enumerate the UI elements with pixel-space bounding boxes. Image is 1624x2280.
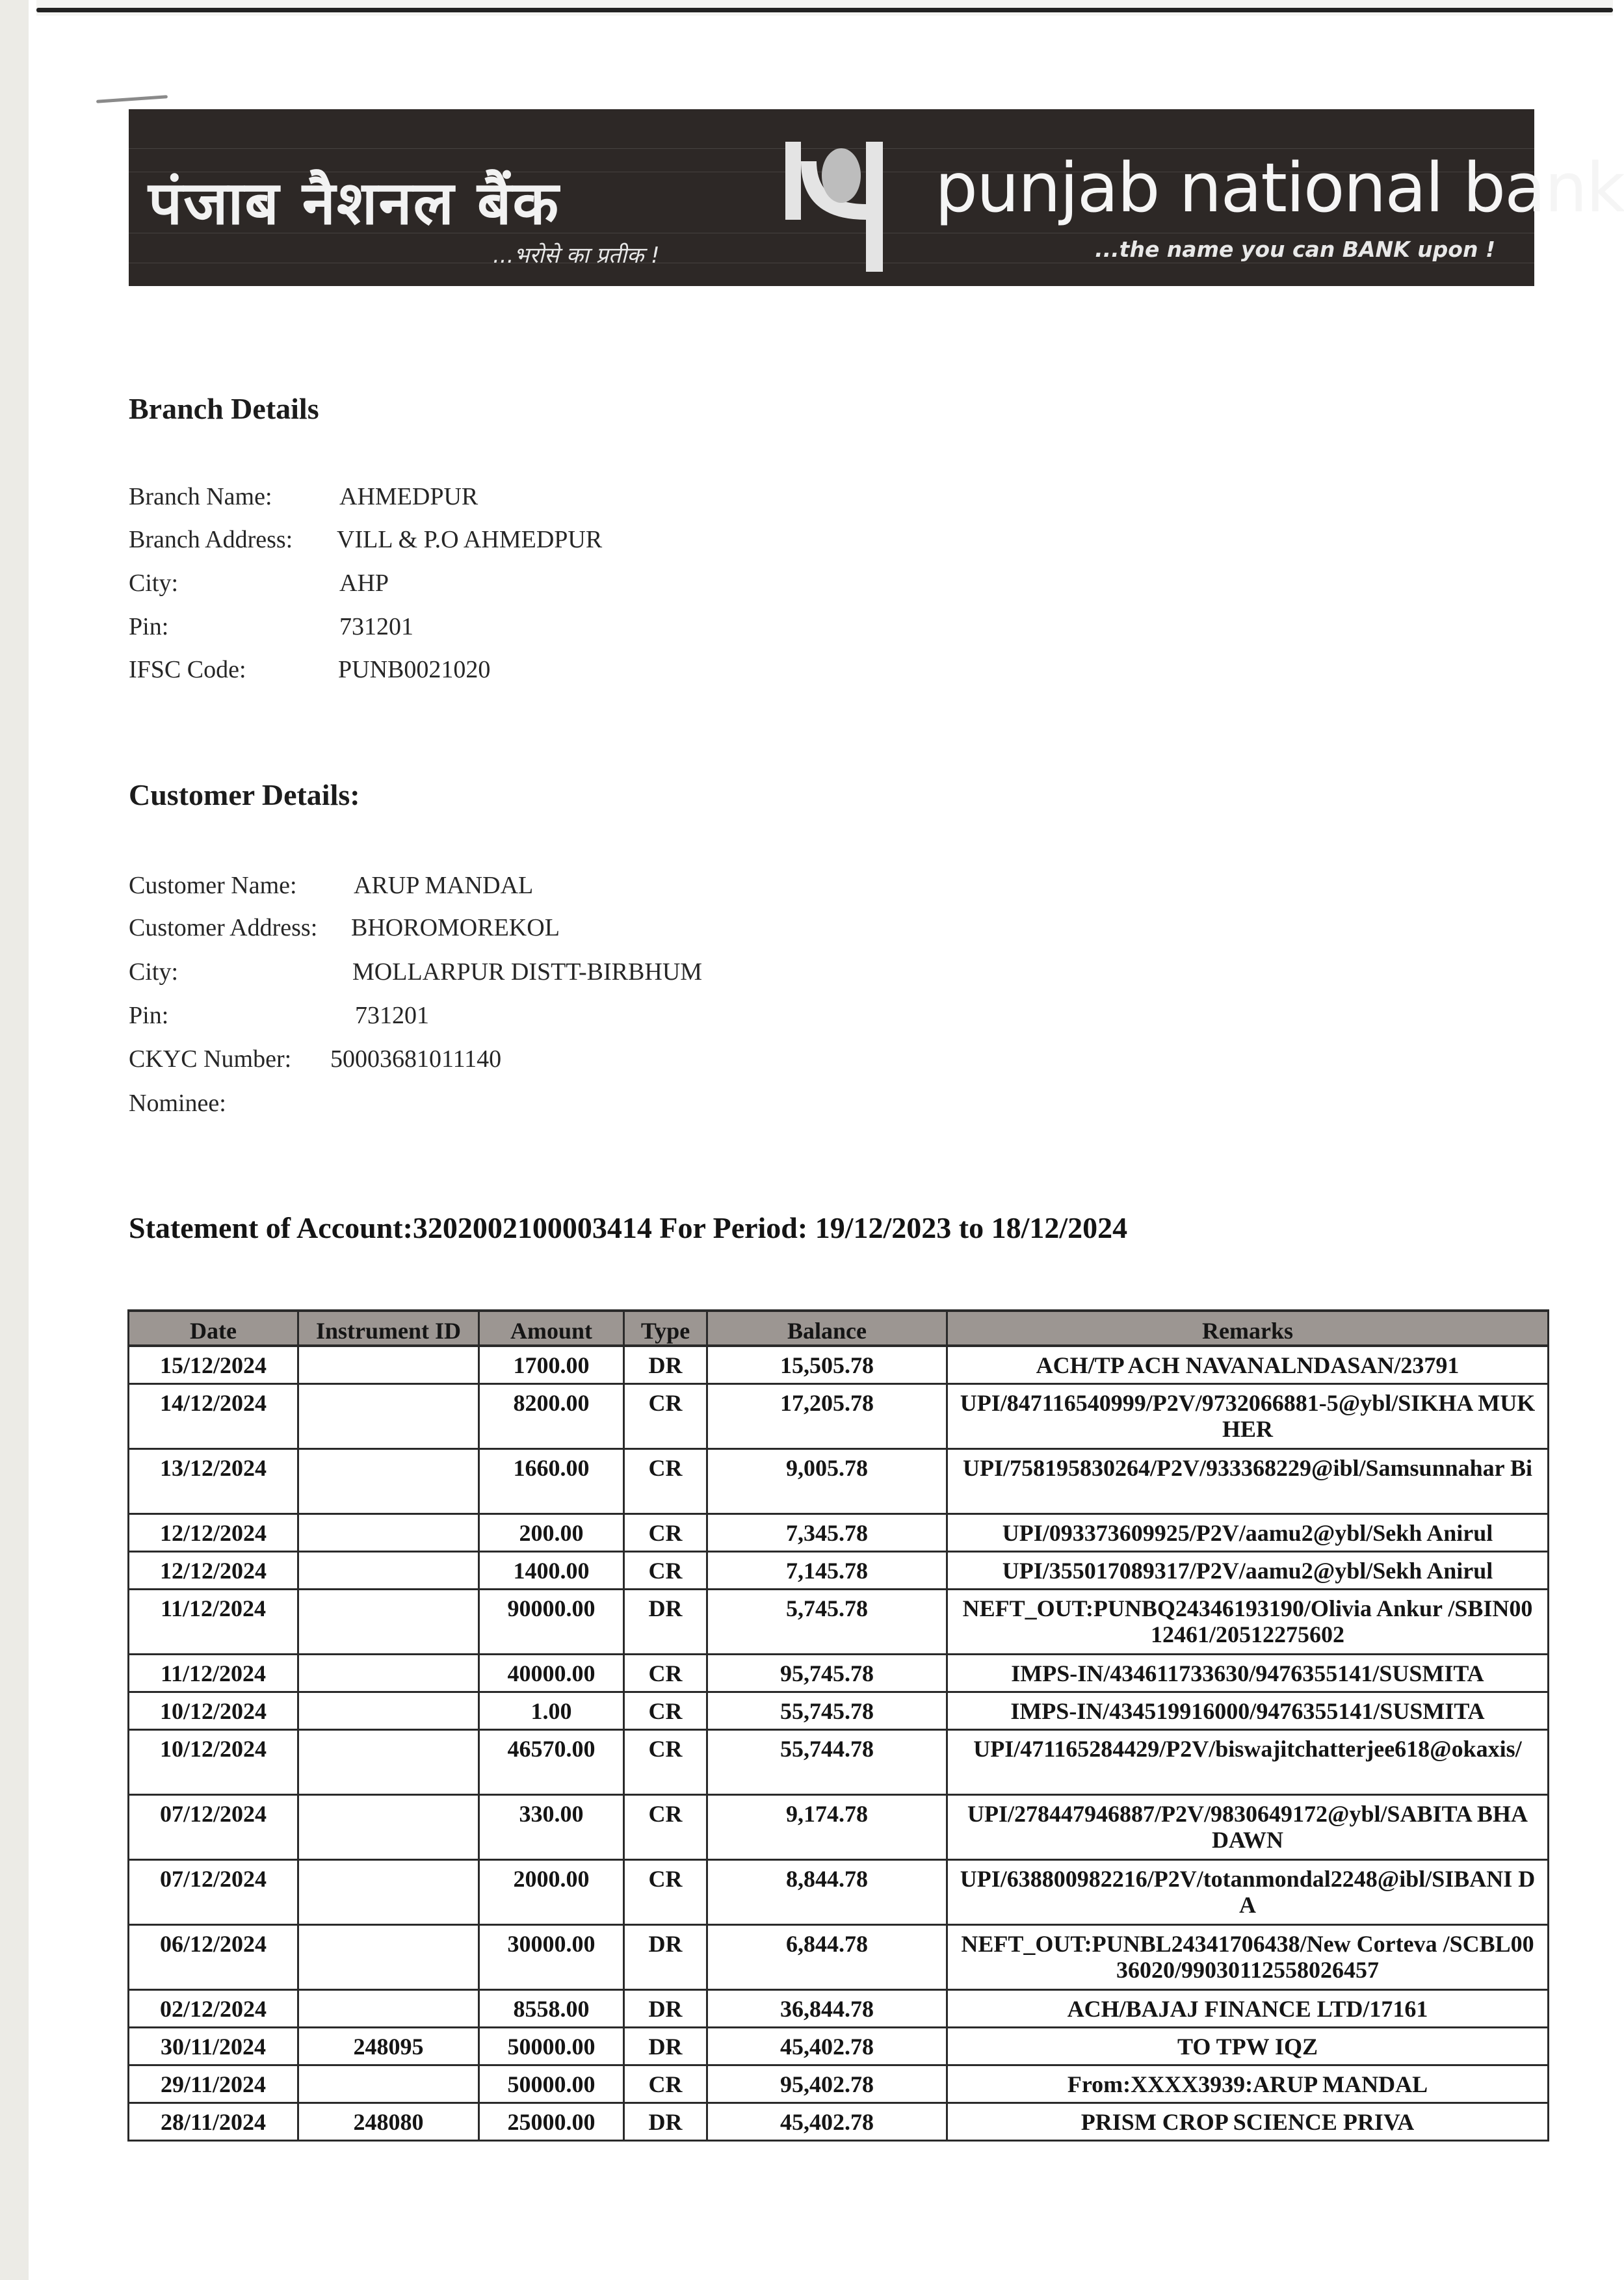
remarks-text: UPI/278447946887/P2V/9830649172@ybl/SABITA BHA DAWN xyxy=(967,1801,1528,1853)
customer-pin-value: 731201 xyxy=(355,1002,429,1029)
remarks-text: PRISM CROP SCIENCE PRIVA xyxy=(1080,2109,1415,2135)
balance-text: 7,145.78 xyxy=(786,1558,868,1584)
remarks-cell xyxy=(946,2028,1549,2064)
remarks-cell xyxy=(946,1796,1549,1859)
balance-text: 6,844.78 xyxy=(786,1931,868,1957)
amount-text: 50000.00 xyxy=(507,2034,596,2060)
balance-text: 36,844.78 xyxy=(780,1996,874,2022)
branch-pin-label: Pin: xyxy=(129,613,169,640)
instrument-id-cell xyxy=(297,1347,478,1383)
instrument-id-text xyxy=(299,1515,478,1520)
remarks-text: From:XXXX3939:ARUP MANDAL xyxy=(1067,2071,1428,2097)
pnb-logo-icon xyxy=(785,142,889,272)
remarks-text: UPI/093373609925/P2V/aamu2@ybl/Sekh Anirul xyxy=(1002,1520,1493,1546)
customer-address-value: BHOROMOREKOL xyxy=(351,914,560,941)
instrument-id-text xyxy=(299,1731,478,1736)
instrument-id-cell xyxy=(297,1590,478,1653)
remarks-cell xyxy=(946,1991,1549,2026)
instrument-id-text xyxy=(299,1796,478,1801)
instrument-id-text xyxy=(299,1347,478,1352)
amount-text: 2000.00 xyxy=(513,1866,590,1892)
remarks-text: UPI/355017089317/P2V/aamu2@ybl/Sekh Anirul xyxy=(1002,1558,1493,1584)
type-cell xyxy=(623,1796,706,1859)
bank-banner xyxy=(129,109,1624,286)
remarks-cell xyxy=(946,1926,1549,1989)
balance-text: 9,174.78 xyxy=(786,1801,868,1827)
date-text: 07/12/2024 xyxy=(159,1801,267,1827)
amount-text: 1400.00 xyxy=(513,1558,590,1584)
bank-name-english: punjab national bank xyxy=(935,148,1624,228)
date-cell xyxy=(127,1553,297,1588)
balance-text: 45,402.78 xyxy=(780,2034,874,2060)
type-cell xyxy=(623,1926,706,1989)
type-text: CR xyxy=(648,1455,683,1481)
customer-name-label: Customer Name: xyxy=(129,872,297,899)
instrument-id-text xyxy=(299,1655,478,1660)
remarks-cell xyxy=(946,2066,1549,2102)
customer-details-heading: Customer Details: xyxy=(129,778,360,811)
column-header-date: Date xyxy=(127,1312,297,1344)
table-header xyxy=(127,1309,1549,1347)
table-row xyxy=(127,1450,1549,1515)
instrument-id-text xyxy=(299,1693,478,1698)
balance-cell xyxy=(706,1693,946,1729)
table-row xyxy=(127,1347,1549,1385)
balance-cell xyxy=(706,1450,946,1513)
instrument-id-cell xyxy=(297,1796,478,1859)
balance-cell xyxy=(706,1926,946,1989)
date-text: 12/12/2024 xyxy=(159,1558,267,1584)
amount-cell xyxy=(478,1515,623,1551)
type-cell xyxy=(623,2066,706,2102)
type-text: CR xyxy=(648,1520,683,1546)
amount-cell xyxy=(478,1553,623,1588)
amount-cell xyxy=(478,1385,623,1448)
balance-text: 7,345.78 xyxy=(786,1520,868,1546)
balance-text: 15,505.78 xyxy=(780,1352,874,1378)
branch-name-label: Branch Name: xyxy=(129,483,272,510)
balance-cell xyxy=(706,1655,946,1691)
type-text: CR xyxy=(648,1558,683,1584)
column-header-instrument-id: Instrument ID xyxy=(297,1312,478,1344)
table-row xyxy=(127,2028,1549,2066)
date-text: 11/12/2024 xyxy=(160,1660,267,1686)
remarks-cell xyxy=(946,1553,1549,1588)
date-cell xyxy=(127,1515,297,1551)
instrument-id-cell xyxy=(297,1926,478,1989)
type-text: CR xyxy=(648,1866,683,1892)
date-text: 29/11/2024 xyxy=(160,2071,267,2097)
date-text: 07/12/2024 xyxy=(159,1866,267,1892)
balance-cell xyxy=(706,1796,946,1859)
amount-text: 90000.00 xyxy=(507,1595,596,1621)
amount-cell xyxy=(478,1861,623,1924)
date-cell xyxy=(127,2066,297,2102)
balance-cell xyxy=(706,2066,946,2102)
customer-name-value: ARUP MANDAL xyxy=(354,872,534,899)
remarks-text: UPI/471165284429/P2V/biswajitchatterjee618@okaxis/ xyxy=(973,1736,1522,1762)
bank-tagline-hindi: ...भरोसे का प्रतीक ! xyxy=(493,242,660,269)
date-cell xyxy=(127,1590,297,1653)
branch-city-label: City: xyxy=(129,570,179,597)
table-row xyxy=(127,1655,1549,1693)
remarks-text: TO TPW IQZ xyxy=(1177,2034,1318,2060)
instrument-id-text xyxy=(299,1926,478,1931)
amount-cell xyxy=(478,1590,623,1653)
remarks-cell xyxy=(946,1861,1549,1924)
date-text: 06/12/2024 xyxy=(159,1931,267,1957)
bank-name-hindi: पंजाब नैशनल बैंक xyxy=(148,168,560,238)
remarks-cell xyxy=(946,1450,1549,1513)
table-row xyxy=(127,1385,1549,1450)
type-text: CR xyxy=(648,2071,683,2097)
amount-text: 1.00 xyxy=(530,1698,572,1724)
balance-cell xyxy=(706,1515,946,1551)
amount-text: 8558.00 xyxy=(513,1996,590,2022)
balance-text: 55,745.78 xyxy=(780,1698,874,1724)
ifsc-code-value: PUNB0021020 xyxy=(338,656,491,683)
type-cell xyxy=(623,1861,706,1924)
date-cell xyxy=(127,1861,297,1924)
remarks-cell xyxy=(946,2104,1549,2140)
instrument-id-text: 248080 xyxy=(353,2109,424,2135)
date-text: 02/12/2024 xyxy=(159,1996,267,2022)
remarks-cell xyxy=(946,1590,1549,1653)
branch-details-heading: Branch Details xyxy=(129,392,319,425)
date-text: 10/12/2024 xyxy=(159,1736,267,1762)
amount-cell xyxy=(478,1926,623,1989)
remarks-text: IMPS-IN/434519916000/9476355141/SUSMITA xyxy=(1010,1698,1485,1724)
instrument-id-text xyxy=(299,1861,478,1866)
type-cell xyxy=(623,1347,706,1383)
date-text: 10/12/2024 xyxy=(159,1698,267,1724)
balance-text: 95,745.78 xyxy=(780,1660,874,1686)
remarks-text: UPI/847116540999/P2V/9732066881-5@ybl/SIKHA MUKHER xyxy=(960,1390,1536,1442)
type-cell xyxy=(623,1450,706,1513)
table-row xyxy=(127,1553,1549,1590)
amount-cell xyxy=(478,2066,623,2102)
type-text: DR xyxy=(648,2109,683,2135)
type-cell xyxy=(623,1515,706,1551)
date-text: 11/12/2024 xyxy=(160,1595,267,1621)
nominee-label: Nominee: xyxy=(129,1090,226,1117)
table-row xyxy=(127,1926,1549,1991)
amount-text: 200.00 xyxy=(519,1520,584,1546)
column-header-balance: Balance xyxy=(706,1312,946,1344)
instrument-id-text: 248095 xyxy=(353,2034,424,2060)
instrument-id-cell xyxy=(297,1991,478,2026)
table-body xyxy=(127,1347,1549,2142)
date-cell xyxy=(127,2104,297,2140)
scan-top-border xyxy=(36,8,1613,12)
type-text: CR xyxy=(648,1801,683,1827)
scan-mark xyxy=(96,95,168,103)
column-header-type: Type xyxy=(623,1312,706,1344)
instrument-id-cell xyxy=(297,1693,478,1729)
remarks-cell xyxy=(946,1655,1549,1691)
amount-text: 1700.00 xyxy=(513,1352,590,1378)
amount-cell xyxy=(478,1450,623,1513)
bank-tagline-english: ...the name you can BANK upon ! xyxy=(1095,237,1495,262)
table-row xyxy=(127,1590,1549,1655)
date-cell xyxy=(127,1347,297,1383)
instrument-id-text xyxy=(299,1553,478,1558)
date-text: 12/12/2024 xyxy=(159,1520,267,1546)
remarks-cell xyxy=(946,1385,1549,1448)
balance-text: 55,744.78 xyxy=(780,1736,874,1762)
column-header-remarks: Remarks xyxy=(946,1312,1549,1344)
type-cell xyxy=(623,1553,706,1588)
statement-title: Statement of Account:3202002100003414 For Period: 19/12/2023 to 18/12/2024 xyxy=(129,1211,1128,1244)
customer-pin-label: Pin: xyxy=(129,1002,169,1029)
table-row xyxy=(127,1861,1549,1926)
ckyc-number-label: CKYC Number: xyxy=(129,1045,292,1073)
customer-city-label: City: xyxy=(129,958,179,986)
remarks-text: UPI/758195830264/P2V/933368229@ibl/Samsunnahar Bi xyxy=(963,1455,1532,1481)
balance-cell xyxy=(706,1861,946,1924)
ckyc-number-value: 50003681011140 xyxy=(330,1045,502,1073)
balance-text: 5,745.78 xyxy=(786,1595,868,1621)
instrument-id-text xyxy=(299,1590,478,1595)
ifsc-code-label: IFSC Code: xyxy=(129,656,246,683)
date-cell xyxy=(127,1655,297,1691)
amount-cell xyxy=(478,1731,623,1794)
date-cell xyxy=(127,1731,297,1794)
type-cell xyxy=(623,1655,706,1691)
amount-cell xyxy=(478,1796,623,1859)
amount-cell xyxy=(478,1991,623,2026)
branch-address-label: Branch Address: xyxy=(129,526,293,553)
amount-text: 46570.00 xyxy=(507,1736,596,1762)
table-row xyxy=(127,1991,1549,2028)
instrument-id-cell xyxy=(297,1861,478,1924)
branch-pin-value: 731201 xyxy=(339,613,413,640)
balance-cell xyxy=(706,1731,946,1794)
instrument-id-cell xyxy=(297,1450,478,1513)
balance-text: 95,402.78 xyxy=(780,2071,874,2097)
date-cell xyxy=(127,1385,297,1448)
date-text: 13/12/2024 xyxy=(159,1455,267,1481)
amount-text: 40000.00 xyxy=(507,1660,596,1686)
amount-text: 8200.00 xyxy=(513,1390,590,1416)
column-header-amount: Amount xyxy=(478,1312,623,1344)
type-text: DR xyxy=(648,1931,683,1957)
type-text: CR xyxy=(648,1660,683,1686)
amount-text: 50000.00 xyxy=(507,2071,596,2097)
instrument-id-cell xyxy=(297,1385,478,1448)
instrument-id-cell xyxy=(297,2028,478,2064)
instrument-id-cell xyxy=(297,1515,478,1551)
balance-cell xyxy=(706,2104,946,2140)
remarks-text: UPI/638800982216/P2V/totanmondal2248@ibl/SIBANI DA xyxy=(960,1866,1536,1918)
date-cell xyxy=(127,1693,297,1729)
date-cell xyxy=(127,1926,297,1989)
balance-cell xyxy=(706,1991,946,2026)
balance-text: 9,005.78 xyxy=(786,1455,868,1481)
instrument-id-cell xyxy=(297,1553,478,1588)
date-text: 15/12/2024 xyxy=(159,1352,267,1378)
type-cell xyxy=(623,1385,706,1448)
type-cell xyxy=(623,1731,706,1794)
type-text: DR xyxy=(648,1996,683,2022)
instrument-id-text xyxy=(299,1450,478,1455)
scan-edge xyxy=(0,0,29,2280)
balance-cell xyxy=(706,1347,946,1383)
date-text: 28/11/2024 xyxy=(160,2109,267,2135)
amount-text: 330.00 xyxy=(519,1801,584,1827)
date-cell xyxy=(127,1450,297,1513)
branch-city-value: AHP xyxy=(339,570,389,597)
balance-text: 45,402.78 xyxy=(780,2109,874,2135)
balance-cell xyxy=(706,1553,946,1588)
instrument-id-text xyxy=(299,1991,478,1996)
balance-text: 8,844.78 xyxy=(786,1866,868,1892)
date-text: 14/12/2024 xyxy=(159,1390,267,1416)
date-text: 30/11/2024 xyxy=(160,2034,267,2060)
instrument-id-text xyxy=(299,1385,478,1390)
remarks-text: NEFT_OUT:PUNBL24341706438/New Corteva /SCBL0036020/99030112558026457 xyxy=(961,1931,1534,1983)
instrument-id-cell xyxy=(297,1655,478,1691)
amount-text: 30000.00 xyxy=(507,1931,596,1957)
branch-name-value: AHMEDPUR xyxy=(339,483,478,510)
remarks-cell xyxy=(946,1731,1549,1794)
remarks-cell xyxy=(946,1693,1549,1729)
type-text: CR xyxy=(648,1390,683,1416)
instrument-id-cell xyxy=(297,2104,478,2140)
customer-address-label: Customer Address: xyxy=(129,914,318,941)
remarks-cell xyxy=(946,1347,1549,1383)
type-cell xyxy=(623,2028,706,2064)
type-text: DR xyxy=(648,2034,683,2060)
amount-cell xyxy=(478,1693,623,1729)
balance-text: 17,205.78 xyxy=(780,1390,874,1416)
type-text: DR xyxy=(648,1595,683,1621)
type-cell xyxy=(623,2104,706,2140)
customer-city-value: MOLLARPUR DISTT-BIRBHUM xyxy=(352,958,703,986)
date-cell xyxy=(127,1796,297,1859)
type-cell xyxy=(623,1693,706,1729)
type-cell xyxy=(623,1590,706,1653)
balance-cell xyxy=(706,2028,946,2064)
date-cell xyxy=(127,1991,297,2026)
balance-cell xyxy=(706,1590,946,1653)
amount-cell xyxy=(478,1347,623,1383)
instrument-id-cell xyxy=(297,2066,478,2102)
type-text: CR xyxy=(648,1736,683,1762)
balance-cell xyxy=(706,1385,946,1448)
instrument-id-cell xyxy=(297,1731,478,1794)
table-row xyxy=(127,1796,1549,1861)
transactions-table xyxy=(127,1309,1549,2142)
table-row xyxy=(127,2066,1549,2104)
amount-text: 25000.00 xyxy=(507,2109,596,2135)
table-row xyxy=(127,2104,1549,2142)
table-row xyxy=(127,1693,1549,1731)
table-row xyxy=(127,1731,1549,1796)
remarks-text: ACH/BAJAJ FINANCE LTD/17161 xyxy=(1067,1996,1428,2022)
amount-text: 1660.00 xyxy=(513,1455,590,1481)
branch-address-value: VILL & P.O AHMEDPUR xyxy=(337,526,603,553)
amount-cell xyxy=(478,1655,623,1691)
remarks-cell xyxy=(946,1515,1549,1551)
date-cell xyxy=(127,2028,297,2064)
type-text: DR xyxy=(648,1352,683,1378)
instrument-id-text xyxy=(299,2066,478,2071)
amount-cell xyxy=(478,2028,623,2064)
remarks-text: IMPS-IN/434611733630/9476355141/SUSMITA xyxy=(1011,1660,1484,1686)
amount-cell xyxy=(478,2104,623,2140)
type-text: CR xyxy=(648,1698,683,1724)
remarks-text: NEFT_OUT:PUNBQ24346193190/Olivia Ankur /SBIN0012461/20512275602 xyxy=(962,1595,1533,1647)
type-cell xyxy=(623,1991,706,2026)
remarks-text: ACH/TP ACH NAVANALNDASAN/23791 xyxy=(1036,1352,1460,1378)
table-row xyxy=(127,1515,1549,1553)
